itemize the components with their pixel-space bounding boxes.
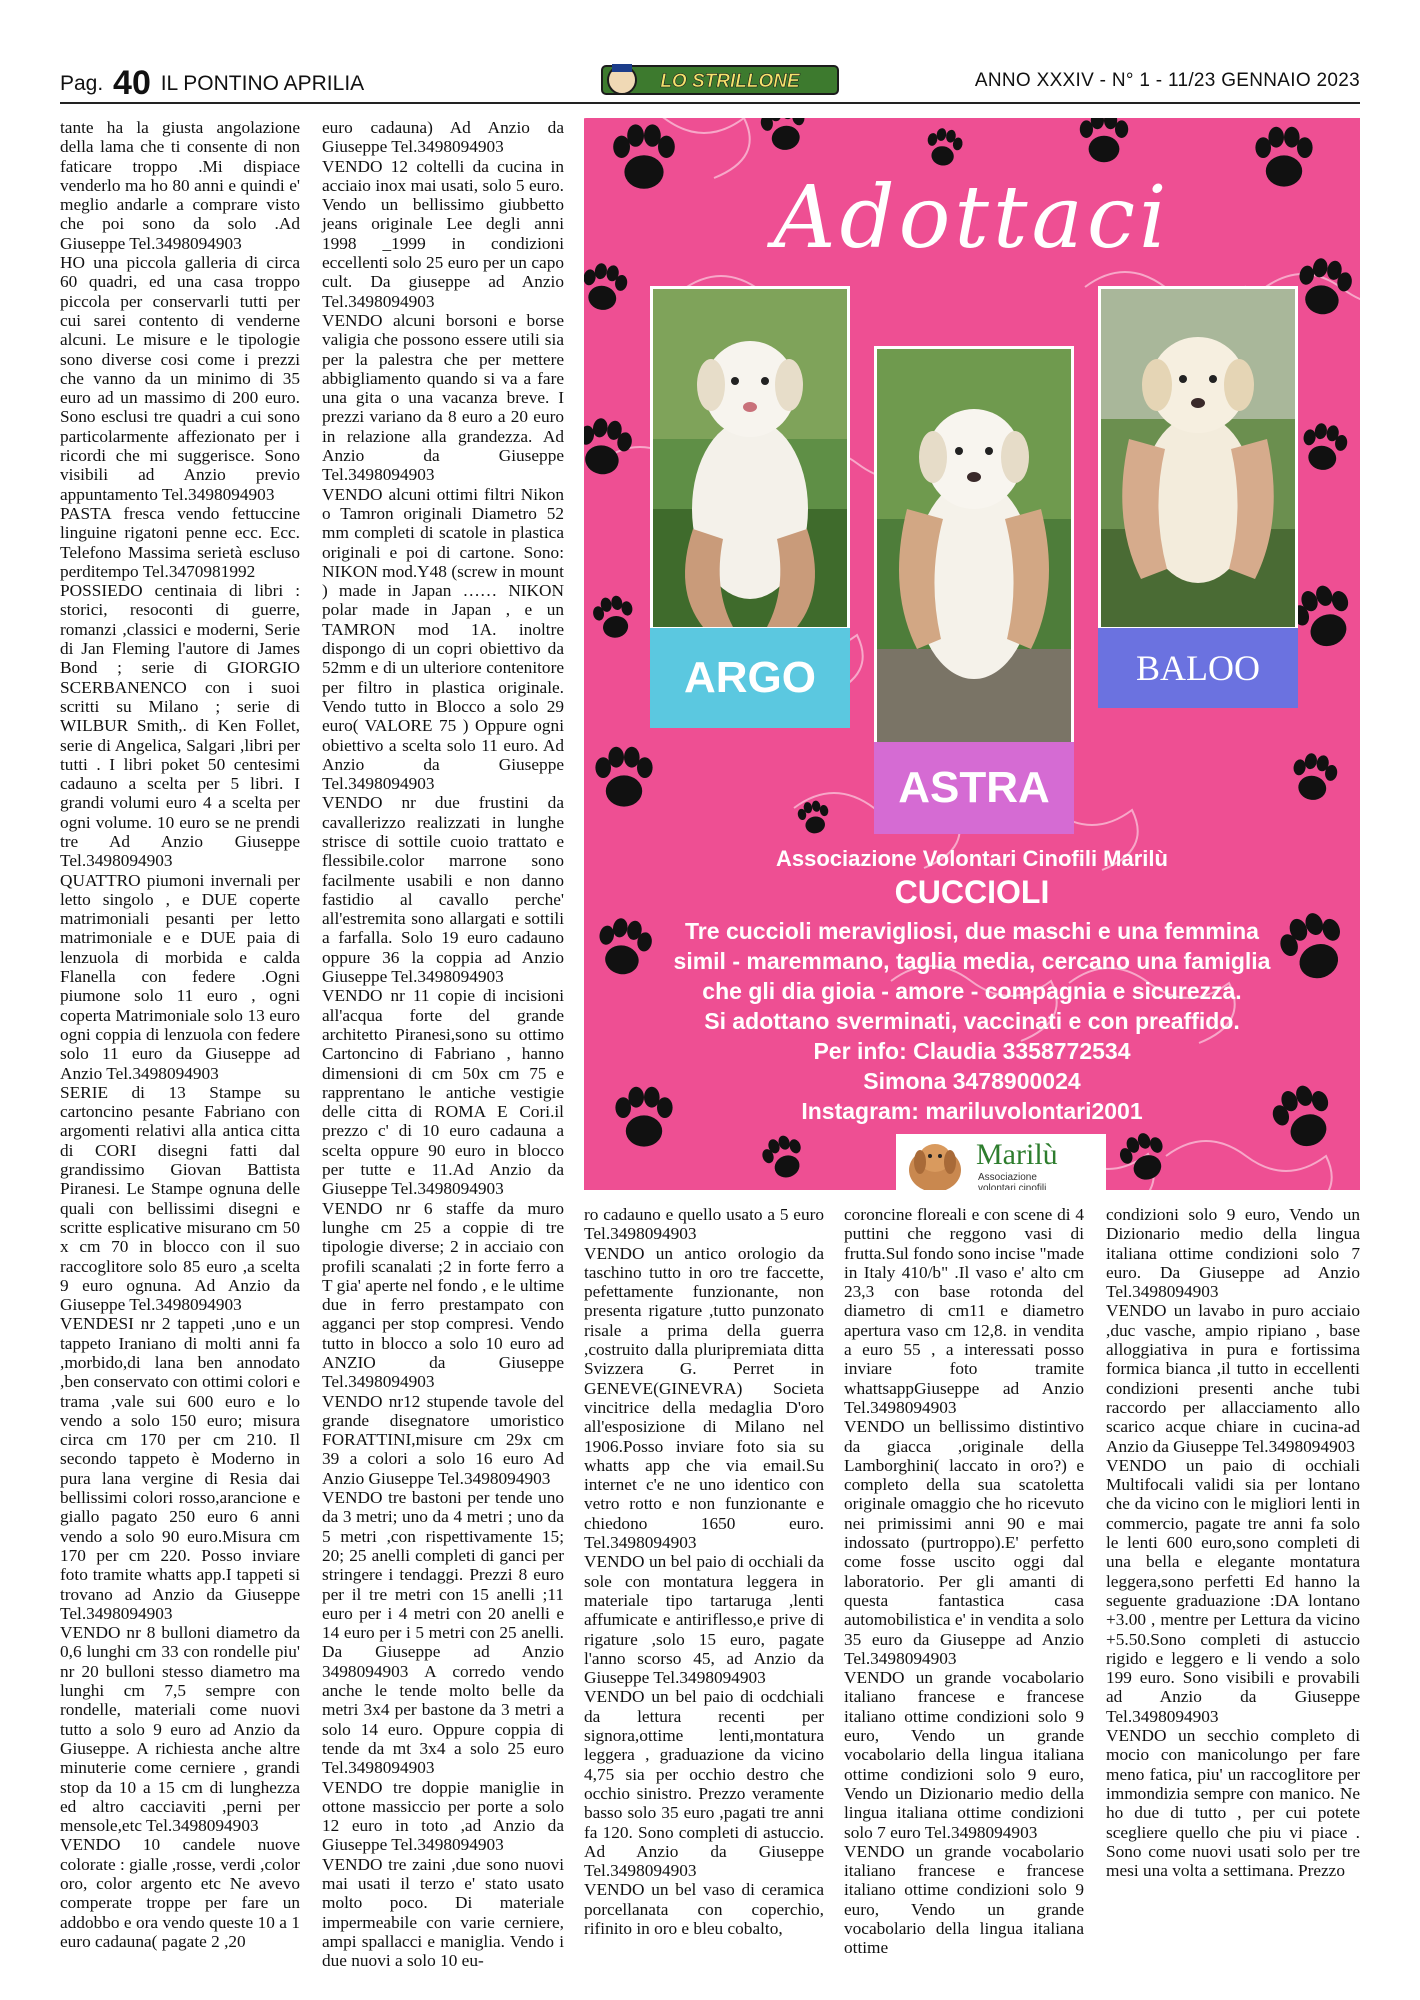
header-left bbox=[60, 64, 364, 103]
ad-line-5: Per info: Claudia 3358772534 bbox=[813, 1038, 1131, 1064]
classified-ad: VENDO un bel paio di occhiali da sole con montatura leggera in materiale tipo tartaruga ,lenti affumicate e antiriflesso,e prive di rigature ,solo 15 euro, pagate l'anno scorso 45, ad Anzio da Giuseppe Tel.3498094903 bbox=[584, 1552, 824, 1688]
ad-line-6: Simona 3478900024 bbox=[863, 1068, 1081, 1094]
classified-ad: VENDO un lavabo in puro acciaio ,duc vasche, ampio ripiano , base alloggiativa in pura e fortissima formica bianca ,il tutto in eccellenti condizioni presenti anche tubi raccordo per allacciamento allo scarico acque chiare in cucina-ad Anzio da Giuseppe Tel.3498094903 bbox=[1106, 1301, 1360, 1456]
header-rule bbox=[60, 102, 1360, 104]
classified-ad: VENDO un antico orologio da taschino tutto in oro tre faccette, pefettamente funzionante, non presenta rigature ,tutto punzonato risale a prima della guerra ,costruito dalla pluripremiata ditta Svizzera G. Perret in GENEVE(GINEVRA) Societa vincitrice della medaglia D'oro all'esposizione di Milano nel 1906.Posso inviare foto sia su whatts app che via email.Su internet c'e ne uno identico con vetro rotto e non funzionante e chiedono 1650 euro. Tel.3498094903 bbox=[584, 1243, 824, 1553]
page-number: 40 bbox=[113, 64, 151, 102]
paw-print-icon bbox=[584, 261, 630, 314]
paw-print-icon bbox=[1299, 421, 1350, 474]
classified-ad: VENDO tre doppie maniglie in ottone massiccio per porte a solo 12 euro in toto ,ad Anzio da Giuseppe Tel.3498094903 bbox=[322, 1777, 564, 1855]
dog-logo-icon bbox=[900, 1134, 970, 1190]
ad-line-1: Tre cuccioli meravigliosi, due maschi e una femmina bbox=[685, 918, 1259, 944]
classified-ad: VENDO un grande vocabolario italiano francese e francese italiano ottime condizioni solo 9 euro, Vendo un grande vocabolario della lingua italiana ottime bbox=[844, 1841, 1084, 1958]
puppy-baloo-image bbox=[1101, 289, 1295, 627]
classified-ad: euro cadauna) Ad Anzio da Giuseppe Tel.3498094903 bbox=[322, 118, 564, 157]
paw-print-icon bbox=[796, 799, 832, 836]
classified-ad: PASTA fresca vendo fettuccine linguine rigatoni penne ecc. Ecc. Telefono Massima serietà escluso perditempo Tel.3470981992 bbox=[60, 503, 300, 581]
classified-ad: VENDO un grande vocabolario italiano francese e francese italiano ottime condizioni solo 9 euro, Vendo un grande vocabolario della lingua italiana ottime condizioni solo 9 euro, Vendo un Dizionario medio della lingua italiana ottime condizioni solo 7 euro Tel.3498094903 bbox=[844, 1668, 1084, 1842]
classified-ad: VENDO un bellissimo distintivo da giacca ,originale della Lamborghini( laccato in oro?) e completo della sua scatoletta originale omaggio che ho ricevuto nei primissimi anni 90 e mai indossato (purtroppo).E' perfetto come fosse uscito oggi dal laboratorio. Per gli amanti di questa fantastica casa automobilistica e' in vendita a solo 35 euro da Giuseppe ad Anzio Tel.3498094903 bbox=[844, 1417, 1084, 1668]
ad-line-4: Si adottano sverminati, vaccinati e con preaffido. bbox=[704, 1008, 1240, 1034]
marilu-logo-sub1: Associazione bbox=[978, 1172, 1037, 1183]
puppy-photo-astra bbox=[874, 346, 1074, 746]
paw-print-icon bbox=[758, 118, 809, 153]
classified-ad: VENDO nr 6 staffe da muro lunghe cm 25 a coppie di tre tipologie diverse; 2 in acciaio con profili scanalati ;2 in forte ferro a T gia' aperte nel fondo , e le ultime due in ferro prestampato con agganci per stop compresi. Vendo tutto in blocco a solo 10 euro ad ANZIO da Giuseppe Tel.3498094903 bbox=[322, 1198, 564, 1392]
classified-ad: QUATTRO piumoni invernali per letto singolo , e DUE copertе matrimoniali pesanti per letto matrimoniale e e DUE paia di lenzuola di morbida e calda Flanella con federe .Ogni piumone solo 11 euro , ogni coperta Matrimoniale solo 13 euro ogni coppia di lenzuola con federe solo 11 euro da Giuseppe ad Anzio Tel.3498094903 bbox=[60, 870, 300, 1083]
paw-print-icon bbox=[584, 415, 635, 479]
adoption-ad bbox=[584, 118, 1360, 1190]
name-label-astra: ASTRA bbox=[874, 742, 1074, 834]
classified-ad: VENDO un paio di occhiali Multifocali validi sia per lontano che da vicino con le migliori lenti in commercio, pagate tre anni fa solo le lenti 600 euro,sono completi di una bella e elegante montatura leggera,sono perfetti Ed hanno la seguente graduazione :DA lontano +3.00 , mentre per Lettura da vicino +5.50.Sono completi di astuccio rigido e leggero e li vendo a solo 199 euro. Sono visibili e provabili ad Anzio da Giuseppe Tel.3498094903 bbox=[1106, 1455, 1360, 1726]
classified-ad: VENDO un bel paio di ocdchiali da lettura recenti per signora,ottime lenti,montatura leggera , graduazione da vicino 4,75 sia per occhio destro che occhio sinistro. Prezzo veramente basso solo 35 euro ,pagati tre anni fa 120. Sono completi di astuccio. Ad Anzio da Giuseppe Tel.3498094903 bbox=[584, 1687, 824, 1881]
page-header bbox=[60, 60, 1360, 100]
classified-ad: POSSIEDO centinaia di libri : storici, resoconti di guerre, romanzi ,classici e moderni, Serie di Jan Fleming l'autore di James Bond ; serie di GIORGIO SCERBANENCO con i suoi scritti su Milano ; serie di WILBUR Smith,. di Ken Follet, serie di Angelica, Salgari ,libri per tutti . I libri poket 50 centesimi cadauno a scelta per 5 libri. I grandi volumi euro 4 a scelta per ogni volume. 10 euro se ne prendi tre Ad Anzio Giuseppe Tel.3498094903 bbox=[60, 581, 300, 871]
column-5 bbox=[1106, 1205, 1360, 1880]
classified-ad: VENDO nr 11 copie di incisioni all'acqua forte del grande architetto Piranesi,sono su ottimo Cartoncino di Fabriano , hanno dimensioni di cm 50x cm 75 e rapprentano le antiche vestigie delle citta di ROMA E Cori.il prezzo c' di 10 euro cadauna a scelta oppure 90 euro in blocco per tutte e 11.Ad Anzio da Giuseppe Tel.3498094903 bbox=[322, 986, 564, 1199]
column-3 bbox=[584, 1205, 824, 1938]
puppy-photo-argo bbox=[650, 286, 850, 630]
ad-line-3: che gli dia gioia - amore - compagnia e sicurezza. bbox=[702, 978, 1242, 1004]
puppy-argo-image bbox=[653, 289, 847, 627]
paw-print-icon bbox=[1289, 751, 1340, 804]
page-label: Pag. bbox=[60, 72, 104, 95]
classified-ad: VENDO tre bastoni per tende uno da 3 metri; uno da 4 metri ; uno da 5 metri ,con rispettivamente 15; 20; 25 anelli completi di ganci per stringere i tendaggi. Prezzi 8 euro per il tre metri con 15 anelli ;11 euro per i 4 metri con 20 anelli e 14 euro per i 5 metri con 25 anelli. Da Giuseppe ad Anzio 3498094903 A corredo vendo anche le tende molto belle da metri 3x4 per bastone da 3 metri a solo 14 euro. Oppure coppia di tende da mt 3x4 a solo 25 euro Tel.3498094903 bbox=[322, 1488, 564, 1778]
classified-ad: VENDO alcuni ottimi filtri Nikon o Tamron originali Diametro 52 mm completi di scatole in plastica originali e poi di cartone. Sono: NIKON mod.Y48 (screw in mount ) made in Japan …… NIKON polar made in Japan , e un TAMRON mod 1A. inoltre dispongo di un copri obiettivo da 52mm e di un ulteriore contenitore per filtro in plastica originale. Vendo tutto in Blocco a solo 29 euro( VALORE 75 ) Oppure ogni obiettivo a scelta solo 11 euro. Ad Anzio da Giuseppe Tel.3498094903 bbox=[322, 484, 564, 794]
puppy-photo-baloo bbox=[1098, 286, 1298, 630]
marilu-logo-name: Marilù bbox=[976, 1138, 1058, 1171]
classified-ad: condizioni solo 9 euro, Vendo un Dizionario medio della lingua italiana ottime condizioni solo 7 euro. Da Giuseppe ad Anzio Tel.3498094903 bbox=[1106, 1205, 1360, 1302]
paw-print-icon bbox=[758, 1131, 809, 1183]
paw-print-icon bbox=[595, 747, 652, 807]
classified-ad: tante ha la giusta angolazione della lama che ti consente di non faticare troppo .Mi dispiace venderlo ma ho 80 anni e quindi e' meglio andarle a comprare visto che poi sono da solo .Ad Giuseppe Tel.3498094903 bbox=[60, 118, 300, 253]
logo-text: LO STRILLONE bbox=[660, 71, 800, 92]
ad-title: Adottaci bbox=[773, 168, 1171, 268]
classified-ad: VENDO 12 coltelli da cucina in acciaio inox mai usati, solo 5 euro. Vendo un bellissimo giubbetto jeans originale Lee degli anni 1998 _1999 in condizioni eccellenti solo 25 euro per un capo cult. Da giuseppe ad Anzio Tel.3498094903 bbox=[322, 156, 564, 311]
paw-print-icon bbox=[1080, 118, 1128, 162]
classified-ad: VENDO nr 8 bulloni diametro da 0,6 lunghi cm 33 con rondelle piu' nr 20 bulloni stesso diametro ma lunghi cm 7,5 sempre con rondelle, materiali come nuovi tutto a solo 9 euro ad Anzio da Giuseppe. A richiesta anche altre minuterie come cerniere , grandi stop da 10 a 15 cm di lunghezza ed altro cacciaviti ,perni per mensole,etc Tel.3498094903 bbox=[60, 1623, 300, 1836]
classified-ad: VENDO un secchio completo di mocio con manicolungo per fare meno fatica, piu' un raccoglitore per immondizia sempre con manico. Ne ho due di tutto , per cui potete scegliere quello che piu vi piace . Sono come nuovi usati solo per tre mesi una volta a settimana. Prezzo bbox=[1106, 1726, 1360, 1881]
column-1 bbox=[60, 118, 300, 1951]
classified-ad: VENDESI nr 2 tappeti ,uno e un tappeto Iraniano di molti anni fa ,morbido,di lana ben annodato ,ben conservato con ottimi colori e trama ,vale sui 600 euro e lo vendo a solo 150 euro; misura circa cm 170 per cm 210. Il secondo tappeto è Moderno in pura lana vergine di Resia dai bellissimi colori rosso,arancione e giallo pagato 250 euro 6 anni vendo a solo 90 euro.Misura cm 170 per cm 220. Posso inviare foto tramite whatts app.I tappeti si trovano ad Anzio da Giuseppe Tel.3498094903 bbox=[60, 1314, 300, 1623]
classified-ad: coroncine floreali e con scene di 4 puttini che reggono vasi di frutta.Sul fondo sono incise "made in Italy 410/b" .Il vaso e' alto cm 23,3 con base rotonda del diametro di cm11 e diametro apertura vaso cm 12,8. in vendita a euro 55 , a interessati posso inviare foto tramite whattsappGiuseppe ad Anzio Tel.3498094903 bbox=[844, 1205, 1084, 1417]
classified-ad: VENDO alcuni borsoni e borse valigia che possono essere utili sia per la palestra che per mettere abbigliamento quando si va a fare una gita o una vacanza breve. I prezzi variano da 8 euro a 20 euro in relazione alla grandezza. Ad Anzio da Giuseppe Tel.3498094903 bbox=[322, 310, 564, 485]
marilu-logo-sub2: volontari cinofili bbox=[978, 1183, 1047, 1190]
name-label-baloo: BALOO bbox=[1098, 628, 1298, 708]
classified-ad: VENDO tre zaini ,due sono nuovi mai usati il terzo e' stato usato molto poco. Di materiale impermeabile con varie cerniere, ampi spallacci e maniglia. Vendo i due nuovi a solo 10 eu- bbox=[322, 1854, 564, 1971]
classified-ad: VENDO nr due frustini da cavallerizzo realizzati in lunghe strisce di sottile cuoio trattato e flessibile.color marrone sono facilmente usabili e non danno fastidio al cavallo perche' all'estremita sono allargati e sottili a farfalla. Solo 19 euro cadauno oppure 36 la coppia ad Anzio Giuseppe Tel.3498094903 bbox=[322, 793, 564, 987]
ad-line-7: Instagram: mariluvolontari2001 bbox=[801, 1098, 1143, 1124]
paw-print-icon bbox=[1115, 1128, 1172, 1186]
issue-info: ANNO XXXIV - N° 1 - 11/23 GENNAIO 2023 bbox=[974, 70, 1360, 91]
classified-ad: ro cadauno e quello usato a 5 euro Tel.3498094903 bbox=[584, 1205, 824, 1244]
classified-ad: VENDO un bel vaso di ceramica porcellanata con coperchio, rifinito in oro e bleu cobalto, bbox=[584, 1880, 824, 1938]
classified-ad: HO una piccola galleria di circa 60 quadri, ed una casa troppo piccola per conservarli tutti per cui sarei contento di venderne alcuni. Le misure e le tipologie sono diverse cosi come i prezzi che vanno da un minimo di 35 euro ad un massimo di 200 euro. Sono esclusi tre quadri a cui sono particolarmente affezionato per i ricordi che mi suggerisce. Sono visibili ad Anzio previo appuntamento Tel.3498094903 bbox=[60, 253, 300, 504]
publication-name: IL PONTINO APRILIA bbox=[160, 72, 365, 95]
ad-headline: CUCCIOLI bbox=[894, 874, 1050, 910]
paw-print-icon bbox=[591, 593, 637, 641]
classified-ad: SERIE di 13 Stampe su cartoncino pesante Fabriano con argomenti relativi alla antica citta di CORI disegni fatti dal grandissimo Giovan Battista Piranesi. Le Stampe ognuna delle quali con bellissimi disegni e scritte esplicative misurano cm 50 x cm 70 in blocco con il suo raccoglitore solo 85 euro ,a scelta 9 euro ognuna. Ad Anzio da Giuseppe Tel.3498094903 bbox=[60, 1082, 300, 1315]
marilu-logo bbox=[896, 1134, 1106, 1190]
newspaper-logo bbox=[600, 60, 840, 100]
column-2 bbox=[322, 118, 564, 1971]
paw-print-icon bbox=[924, 126, 965, 168]
name-label-argo: ARGO bbox=[650, 628, 850, 728]
classified-ad: VENDO 10 candele nuove colorate : gialle ,rosse, verdi ,color oro, color argento etc Ne avevo comperate troppe per fare un addobbo e ora vendo queste 10 a 1 euro cadauna( pagate 2 ,20 bbox=[60, 1835, 300, 1951]
ad-line-2: simil - maremmano, taglia media, cercano una famiglia bbox=[673, 948, 1271, 974]
decorative-swirl bbox=[1166, 1141, 1332, 1190]
puppy-astra-image bbox=[877, 349, 1071, 743]
association-name: Associazione Volontari Cinofili Marilù bbox=[776, 846, 1168, 871]
classified-ad: VENDO nr12 stupende tavole del grande disegnatore umoristico FORATTINI,misure cm 29x cm 39 a colori a solo 16 euro Ad Anzio Giuseppe Tel.3498094903 bbox=[322, 1391, 564, 1488]
column-4 bbox=[844, 1205, 1084, 1958]
